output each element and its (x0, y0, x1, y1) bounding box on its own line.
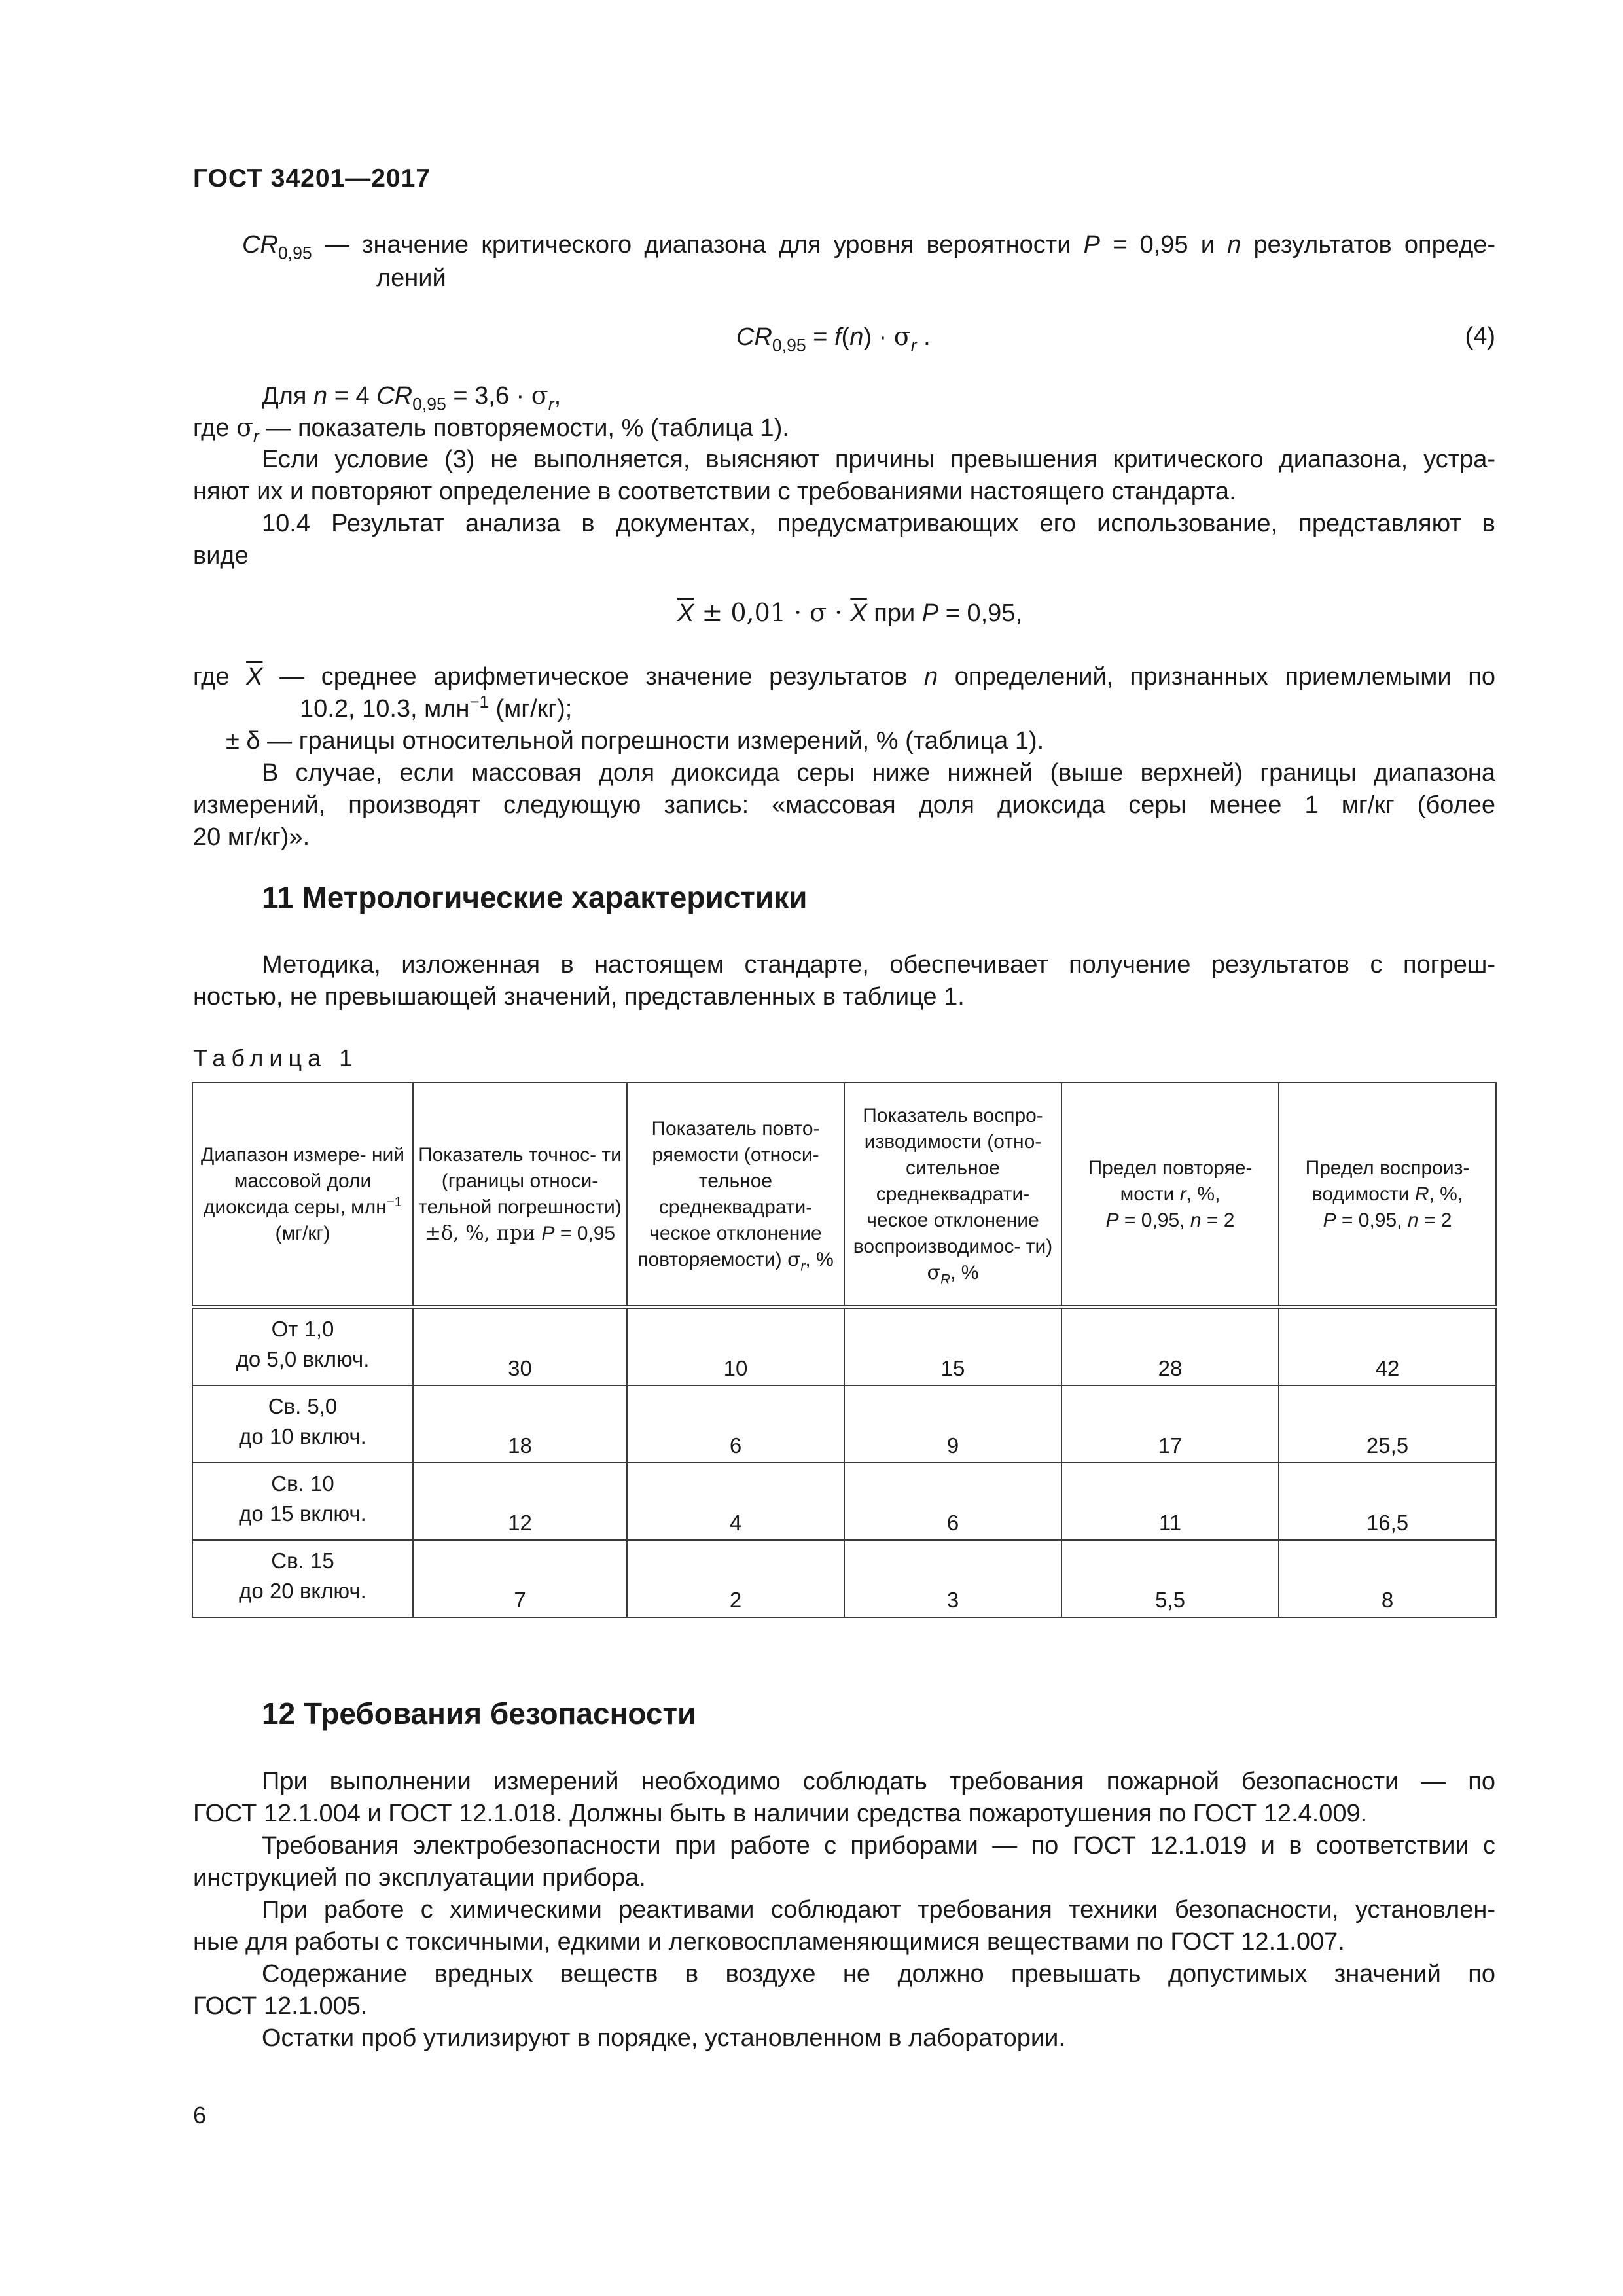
cr-definition-line2: лений (376, 264, 446, 292)
cell-limit-r: 5,5 (1061, 1540, 1279, 1617)
paragraph-condition-line1: Если условие (3) не выполняется, выясняют причины превышения критического диапазона, устра- (262, 446, 1495, 473)
header-range: Диапазон измере- ний массовой доли диоксида серы, млн$^{-1}$ (мг/кг) (192, 1083, 413, 1307)
section-11-text-line2: ностью, не превышающей значений, представленных в таблице 1. (193, 983, 965, 1011)
page-number: 6 (193, 2102, 207, 2128)
section-12-heading: 12 Требования безопасности (262, 1696, 696, 1731)
cell-range: Св. 5,0 до 10 включ. (192, 1386, 413, 1463)
cell-range: От 1,0 до 5,0 включ. (192, 1307, 413, 1386)
sigma-definition: где $\sigma_r$ — показатель повторяемости, % (таблица 1). (193, 413, 789, 446)
paragraph-condition-line2: няют их и повторяют определение в соответствии с требованиями настоящего стандарта. (193, 478, 1236, 505)
table-header-row (192, 1083, 1496, 1307)
cell-sigma-R: 15 (844, 1307, 1061, 1386)
section-12-p1-line2: ГОСТ 12.1.004 и ГОСТ 12.1.018. Должны быть в наличии средства пожаротушения по ГОСТ 12.4.009. (193, 1800, 1368, 1827)
section-11-text-line1: Методика, изложенная в настоящем стандарте, обеспечивает получение результатов с погреш- (262, 951, 1495, 978)
table-row (192, 1540, 1496, 1617)
section-12-p2-line1: Требования электробезопасности при работе с приборами — по ГОСТ 12.1.019 и в соответствии с (262, 1832, 1495, 1859)
paragraph-10-4-line1: 10.4 Результат анализа в документах, предусматривающих его использование, представляют в (262, 510, 1495, 537)
table-row (192, 1463, 1496, 1540)
cell-limit-r: 17 (1061, 1386, 1279, 1463)
cell-sigma-r: 10 (627, 1307, 844, 1386)
cell-sigma-r: 6 (627, 1386, 844, 1463)
header-reproducibility-limit: Предел воспроиз- водимости R, %, P = 0,95, n = 2 (1279, 1083, 1496, 1307)
xbar-definition-line2: 10.2, 10.3, млн$^{-1}$ (мг/кг); (300, 692, 573, 723)
document-id: ГОСТ 34201—2017 (193, 164, 431, 192)
formula-result: $\overline{X} \pm 0,01 \cdot \sigma \cdot \overline{X}$ при P = 0,95, (677, 598, 1022, 627)
paragraph-case-line3: 20 мг/кг)». (193, 823, 310, 851)
cell-delta: 7 (413, 1540, 627, 1617)
cell-delta: 18 (413, 1386, 627, 1463)
cell-limit-R: 42 (1279, 1307, 1496, 1386)
section-12-p3-line2: ные для работы с токсичными, едкими и легковоспламеняющимися веществами по ГОСТ 12.1.007. (193, 1928, 1345, 1956)
delta-definition: ± δ — границы относительной погрешности измерений, % (таблица 1). (226, 727, 1044, 755)
section-12-p2-line2: инструкцией по эксплуатации прибора. (193, 1864, 646, 1892)
paragraph-10-4-line2: виде (193, 542, 249, 569)
cell-limit-r: 11 (1061, 1463, 1279, 1540)
table-row (192, 1307, 1496, 1386)
section-12-p3-line1: При работе с химическими реактивами соблюдают требования техники безопасности, установлен- (262, 1896, 1495, 1924)
section-12-p1-line1: При выполнении измерений необходимо соблюдать требования пожарной безопасности — по (262, 1768, 1495, 1795)
cell-range: Св. 10 до 15 включ. (192, 1463, 413, 1540)
cell-sigma-R: 9 (844, 1386, 1061, 1463)
equation-number: (4) (1465, 323, 1495, 350)
cell-delta: 30 (413, 1307, 627, 1386)
formula-4: $CR_{0,95} = f(n) \cdot \sigma_r$ . (736, 322, 931, 355)
section-12-p4-line2: ГОСТ 12.1.005. (193, 1992, 368, 2020)
header-accuracy: Показатель точнос- ти (границы относи- тельной погрешности) ±δ, %, при P = 0,95 (413, 1083, 627, 1307)
cell-limit-r: 28 (1061, 1307, 1279, 1386)
cr-definition-line1: $CR_{0,95}$ — значение критического диапазона для уровня вероятности P = 0,95 и n результатов опреде- (242, 231, 1496, 263)
cell-sigma-R: 3 (844, 1540, 1061, 1617)
cell-range: Св. 15 до 20 включ. (192, 1540, 413, 1617)
cell-delta: 12 (413, 1463, 627, 1540)
cell-sigma-r: 2 (627, 1540, 844, 1617)
xbar-definition-line1: где $\overline{X}$ — среднее арифметическое значение результатов n определений, признанных приемлемыми по (193, 663, 1495, 691)
section-11-heading: 11 Метрологические характеристики (262, 880, 808, 914)
cell-sigma-r: 4 (627, 1463, 844, 1540)
header-repeatability: Показатель повто- ряемости (относи- тельное среднеквадрати- ческое отклонение повторяемости) $\sigma_r$, % (627, 1083, 844, 1307)
section-12-p4-line1: Содержание вредных веществ в воздухе не должно превышать допустимых значений по (262, 1960, 1495, 1988)
table-metrological-characteristics (192, 1082, 1497, 1618)
cell-limit-R: 25,5 (1279, 1386, 1496, 1463)
paragraph-case-line1: В случае, если массовая доля диоксида серы ниже нижней (выше верхней) границы диапазона (262, 759, 1495, 787)
header-reproducibility: Показатель воспро- изводимости (отно- сительное среднеквадрати- ческое отклонение воспроизводимос- ти) $\sigma_R$, % (844, 1083, 1061, 1307)
cell-sigma-R: 6 (844, 1463, 1061, 1540)
header-repeatability-limit: Предел повторяе- мости r, %, P = 0,95, n = 2 (1061, 1083, 1279, 1307)
section-12-p5: Остатки проб утилизируют в порядке, установленном в лаборатории. (262, 2024, 1065, 2052)
table-row (192, 1386, 1496, 1463)
cell-limit-R: 8 (1279, 1540, 1496, 1617)
table-caption: Таблица 1 (193, 1045, 359, 1071)
cell-limit-R: 16,5 (1279, 1463, 1496, 1540)
paragraph-case-line2: измерений, производят следующую запись: «массовая доля диоксида серы менее 1 мг/кг (более (193, 791, 1495, 819)
n4-statement: Для n = 4 $CR_{0,95} = 3,6 \cdot \sigma_r$, (262, 381, 562, 414)
